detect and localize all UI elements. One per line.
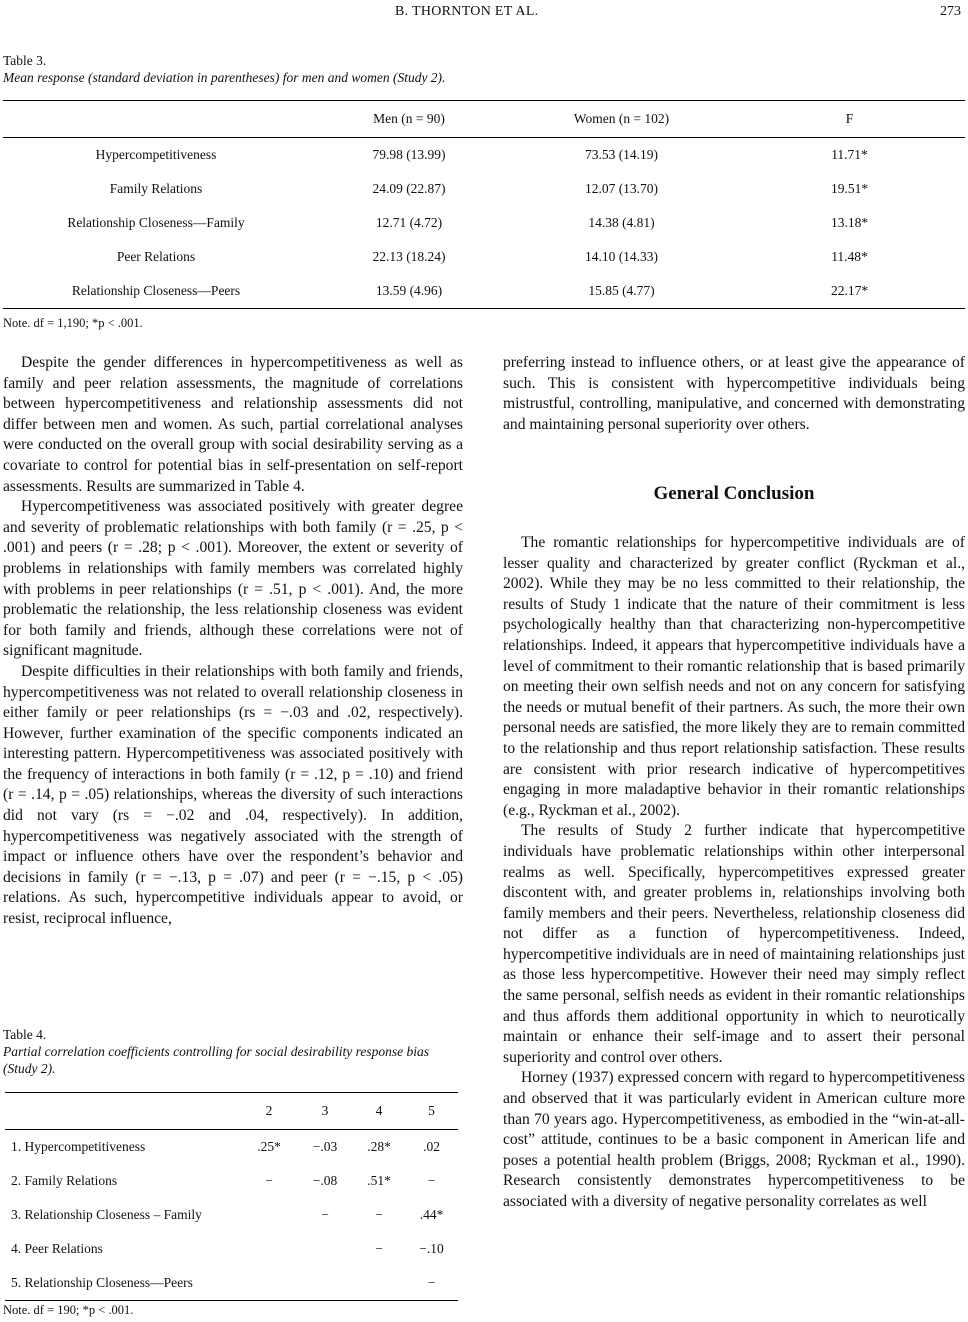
table4-caption [3,1026,463,1077]
table-cell: 15.85 (4.77) [509,274,734,309]
table-cell: 13.59 (4.96) [309,274,509,309]
running-header [0,4,968,24]
table-row [5,1130,458,1165]
table4-note: Note. df = 190; *p < .001. [3,1303,134,1317]
table-cell: 73.53 (14.19) [584,147,659,162]
table4-header-row [5,1093,458,1130]
table-cell: 22.17* [734,274,965,309]
table-cell [241,1266,297,1301]
table-cell: 2. Family Relations [11,1173,118,1188]
table-row [5,1232,458,1266]
table-cell: Hypercompetitiveness [95,147,217,162]
table-cell [241,1232,297,1266]
table4-col-header: 5 [405,1093,458,1130]
table3-col-header [3,101,309,138]
running-header-authors: B. THORNTON ET AL. [395,4,539,19]
table-cell: − [321,1207,329,1222]
table-cell: Relationship Closeness—Peers [3,274,309,309]
body-paragraph: The results of Study 2 further indicate that hypercompetitive individuals have problematic relationships within other interpersonal realms as well. Specifically, hypercompetitives expressed greater discontent with, and greater problems in, relationships involving both family members and their peers. Nevertheless, relationship closeness did not differ as a function of hypercompetitiveness. Indeed, hypercompetitive individuals are in need of maintaining relationships just as those less hypercompetitive. However their need may simply reflect the same personal, selfish needs as evident in their romantic relationships and thus affords them additional opportunity in which to neurotically maintain or enhance their self-image and to assert their personal superiority and control over others. [503,822,965,1066]
table-cell [297,1266,353,1301]
table-cell: 22.13 (18.24) [372,249,446,264]
table-row [3,274,965,309]
table-cell: − [375,1241,383,1256]
table-cell: 11.48* [831,249,868,264]
table3 [3,100,965,309]
table3-header-row [3,101,965,138]
table-row [5,1164,458,1198]
table-cell: .02 [423,1139,440,1154]
body-paragraph: The romantic relationships for hypercompetitive individuals are of lesser quality and characterized by greater conflict (Ryckman et al., 2002). While they may be no less committed to their relationship, the results of Study 1 indicate that the nature of their commitment is less psychologically healthy than that characterizing non-hypercompetitive relationships. Indeed, it appears that hypercompetitive individuals have a level of commitment to their romantic relationship that is based primarily on meeting their own selfish needs and not on any concern for satisfying the needs or mutual benefit of their partners. As such, the more their own personal needs are satisfied, the more likely they are to remain committed to the relationship and thus report relationship satisfaction. These results are consistent with prior research indicative of hypercompetitives engaging in more maladaptive behavior in their romantic relationships (e.g., Ryckman et al., 2002). [503,534,965,819]
right-column-intro [503,353,965,435]
page-number: 273 [940,4,961,19]
table3-col-header: Women (n = 102) [509,101,734,138]
table-cell: − [265,1173,273,1188]
table-cell: Relationship Closeness—Family [67,215,245,230]
table3-col-header: Men (n = 90) [309,101,509,138]
table-cell: 4. Peer Relations [11,1241,103,1256]
table-cell: 13.18* [830,215,869,230]
table-cell: 5. Relationship Closeness—Peers [5,1266,241,1301]
table-cell: 1. Hypercompetitiveness [11,1139,146,1154]
left-column [3,353,463,930]
table-cell [241,1198,297,1232]
table4-label: Table 4. [3,1027,47,1042]
body-paragraph: Horney (1937) expressed concern with regard to hypercompetitiveness and observed that it was particularly evident in American culture more than 70 years ago. Hypercompetitiveness, as embodied in the “win-at-all-cost” attitude, continues to be a basic component in American life and poses a potential health problem (Briggs, 2008; Ryckman et al., 1990). Research consistently demonstrates hypercompetitiveness to be associated with a diversity of negative personality correlates as well [503,1069,965,1210]
table-row [3,206,965,240]
body-paragraph: Despite difficulties in their relationships with both family and friends, hypercompetitiveness was not related to overall relationship closeness in either family or peer relationships (rs = −.03 and .02, respectively). However, further examination of the specific components indicated an interesting pattern. Hypercompetitiveness was associated positively with the frequency of interactions in both family (r = .12, p = .10) and friend (r = .14, p = .05) relationships, whereas the diversity of such interactions did not vary (rs = −.02 and .04, respectively). In addition, hypercompetitiveness was negatively associated with the strength of impact or influence others have over the respondent’s behavior and decisions in family (r = −.13, p = .07) and peer (r = −.15, p < .05) relations. As such, hypercompetitive individuals appear to avoid, or resist, reciprocal influence, [3,662,463,928]
table4 [5,1092,458,1301]
table-cell [353,1266,405,1301]
body-paragraph: Despite the gender differences in hypercompetitiveness as well as family and peer relation assessments, the magnitude of correlations between hypercompetitiveness and relationship assessments did not differ between men and women. As such, partial correlational analyses were conducted on the overall group with social desirability serving as a covariate to control for potential bias in self-presentation on self-report assessments. Results are summarized in Table 4. [3,354,463,495]
table4-col-header: 3 [297,1093,353,1130]
table-cell: .51* [367,1173,391,1188]
table3-note: Note. df = 1,190; *p < .001. [3,316,143,330]
table-row [3,240,965,274]
table-cell: 19.51* [830,181,869,196]
table-row [3,138,965,173]
section-heading: General Conclusion [653,483,815,504]
table4-title: Partial correlation coefficients controlling for social desirability response bias (Study 2). [3,1044,429,1076]
table-cell: −.08 [312,1173,338,1188]
table-cell: .44* [419,1207,444,1222]
table3-label: Table 3. [3,53,47,68]
table-cell: − [405,1266,458,1301]
table4-col-header [5,1093,241,1130]
table-cell: 14.10 (14.33) [584,249,659,264]
table-cell: −.10 [419,1241,444,1256]
table-cell [297,1232,353,1266]
body-paragraph: Hypercompetitiveness was associated positively with greater degree and severity of problematic relationships with both family (r = .25, p < .001) and peers (r = .28; p < .001). Moreover, the extent or severity of problems in relationships with family members was correlated highly with problems in peer relationships (r = .51, p < .001). And, the more problematic the relationship, the less relationship closeness was evident for both family and friends, although these correlations were not of significant magnitude. [3,498,463,660]
table3-title: Mean response (standard deviation in parentheses) for men and women (Study 2). [3,70,446,85]
table4-col-header: 2 [241,1093,297,1130]
table-cell: −.03 [312,1139,338,1154]
table-cell: − [375,1207,383,1222]
table-cell: 79.98 (13.99) [372,147,446,162]
table-cell: .25* [257,1139,281,1154]
table-cell: 11.71* [831,147,868,162]
table3-caption [3,52,445,86]
body-paragraph: preferring instead to influence others, or at least give the appearance of such. This is consistent with hypercompetitive individuals being mistrustful, controlling, manipulative, and concerned with demonstrating and maintaining personal superiority over others. [503,354,965,433]
table-row [5,1266,458,1301]
table-cell: Family Relations [109,181,203,196]
table-cell: − [427,1173,436,1188]
table-cell: Peer Relations [116,249,196,264]
table-cell: 12.71 (4.72) [375,215,443,230]
table-row [3,172,965,206]
table-cell: 12.07 (13.70) [584,181,659,196]
table-cell: 3. Relationship Closeness – Family [11,1207,202,1222]
table-cell: 24.09 (22.87) [372,181,446,196]
table-cell: 14.38 (4.81) [588,215,655,230]
table-cell: .28* [367,1139,391,1154]
right-column [503,533,965,1213]
table-row [5,1198,458,1232]
table3-col-header: F [734,101,965,138]
table4-col-header: 4 [353,1093,405,1130]
